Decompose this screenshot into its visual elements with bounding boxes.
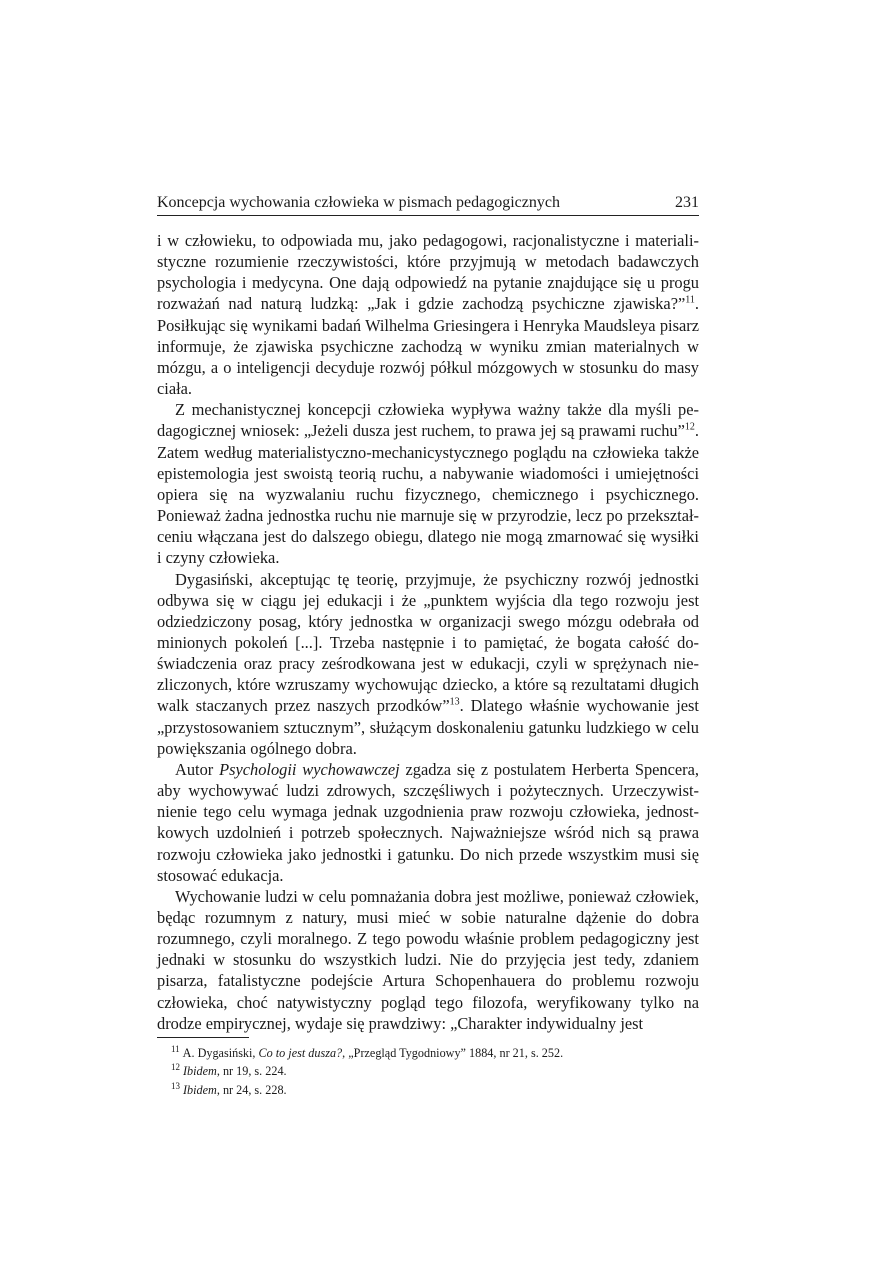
paragraph-text: Dygasiński, akceptując tę teorię, przyjmuje, że psychiczny rozwój jednostki odbywa się w ciągu jej edukacji i że „punktem wyjścia dla tego rozwoju jest odziedziczony posag, który jednostka w organizacji swego mózgu odebrała od minionych pokoleń [...]. Trzeba następnie i to pamiętać, że bogata całość doświadczenia oraz pracy ześrodkowana jest w edukacji, czyli w sprężynach niezliczonych, które wzruszamy wychowując dziecko, a które są rezultatami długich walk staczanych przez naszych przodków”	[157, 569, 699, 716]
footnote-number: 13	[171, 1080, 180, 1091]
footnote-number: 11	[171, 1043, 180, 1054]
paragraph-text: . Posiłkując się wynikami badań Wilhelma Griesingera i Henryka Maudsleya pisarz informuje, że zjawiska psychiczne zachodzą w wyniku zmian materialnych w mózgu, a o inteligencji decyduje rozwój półkul mózgowych w stosunku do masy ciała.	[157, 294, 699, 399]
paragraph-3	[157, 569, 699, 759]
paragraph-text: Autor	[175, 759, 220, 779]
footnote-divider	[157, 1037, 249, 1038]
running-header	[157, 193, 699, 216]
footnote-13	[171, 1081, 699, 1100]
paragraph-5	[157, 886, 699, 1034]
body-text	[157, 230, 699, 1034]
paragraph-text: zgadza się z postulatem Herberta Spencera, aby wychowywać ludzi zdrowych, szczęśliwych i pożytecznych. Urzeczywistnienie tego celu wymaga jednak uzgodnienia praw rozwoju człowieka, jednostkowych uzdolnień i potrzeb społecznych. Najważniejsze wśród nich są prawa rozwoju człowieka jako jednostki i gatunku. Do nich przede wszystkim musi się stosować edukacja.	[157, 759, 699, 885]
paragraph-text: i w człowieku, to odpowiada mu, jako pedagogowi, racjonalistyczne i materialistyczne rozumienie rzeczywistości, które przyjmują w metodach badawczych psychologia i medycyna. One dają odpowiedź na pytanie znajdujące się u progu rozważań nad naturą ludzką: „Jak i gdzie zachodzą psychiczne zjawiska?”	[157, 231, 699, 314]
footnote-title: Ibidem	[183, 1064, 217, 1079]
paragraph-text: . Dlatego właśnie wychowanie jest „przystosowaniem sztucznym”, służącym doskonaleniu gatunku ludzkiego w celu powiększania ogólnego dobra.	[157, 696, 699, 758]
footnote-12	[171, 1062, 699, 1081]
footnote-text: , nr 19, s. 224.	[216, 1064, 287, 1079]
paragraph-text: . Zatem według materialistyczno-mechanicystycznego poglądu na człowieka także epistemologia jest swoistą teorią ruchu, a nabywanie wiadomości i umiejętności opiera się na wyzwalaniu ruchu fizycznego, chemicznego i psychicznego. Ponieważ żadna jednostka ruchu nie marnuje się w przyrodzie, lecz po przekształceniu włączana jest do dalszego obiegu, dlatego nie mogą zmarnować się wysiłki i czyny człowieka.	[157, 421, 699, 568]
footnotes	[157, 1044, 699, 1100]
footnote-text: , „Przegląd Tygodniowy” 1884, nr 21, s. 252.	[342, 1045, 564, 1060]
footnote-ref-13: 13	[449, 696, 460, 708]
paragraph-4	[157, 759, 699, 886]
page-number: 231	[675, 194, 699, 211]
footnote-ref-11: 11	[685, 295, 695, 306]
footnote-title: Co to jest dusza?	[258, 1045, 343, 1060]
footnote-ref-12: 12	[684, 421, 695, 433]
page	[157, 193, 699, 1099]
footnote-title: Ibidem	[183, 1082, 217, 1097]
book-title: Psychologii wychowawczej	[219, 759, 400, 779]
footnote-number: 12	[171, 1062, 180, 1073]
footnote-11	[171, 1044, 699, 1063]
paragraph-text: Wychowanie ludzi w celu pomnażania dobra jest możliwe, ponieważ człowiek, będąc rozumnym z natury, musi mieć w sobie naturalne dążenie do dobra rozumnego, czyli moralnego. Z tego powodu właśnie problem pedagogiczny jest jednaki w stosunku do wszystkich ludzi. Nie do przyjęcia jest tedy, zdaniem pisarza, fatalistyczne podejście Artura Schopenhauera do problemu rozwoju człowieka, choć natywistyczny pogląd tego filozofa, weryfikowany tylko na drodze empirycznej, wydaje się prawdziwy: „Charakter indywidualny jest	[157, 886, 699, 1033]
paragraph-1	[157, 230, 699, 399]
footnote-text: , nr 24, s. 228.	[216, 1082, 287, 1097]
footnote-text: A. Dygasiński,	[182, 1045, 259, 1060]
paragraph-2	[157, 399, 699, 568]
paragraph-text: Z mechanistycznej koncepcji człowieka wypływa ważny także dla myśli pedagogicznej wniosek: „Jeżeli dusza jest ruchem, to prawa jej są prawami ruchu”	[157, 400, 699, 441]
running-title: Koncepcja wychowania człowieka w pismach pedagogicznych	[157, 194, 560, 211]
